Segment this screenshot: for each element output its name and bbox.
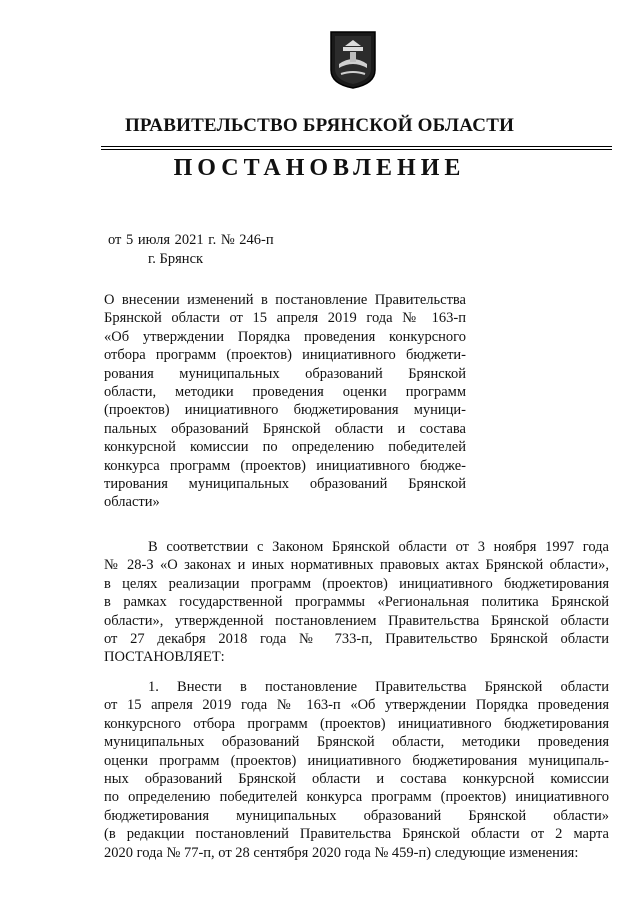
title-line: Брянской области от 15 апреля 2019 года № 163-п	[104, 310, 466, 327]
coat-of-arms-emblem	[329, 30, 377, 90]
heading-rule-bottom	[101, 149, 612, 150]
title-line: (проектов) инициативного бюджетирования муници-	[104, 402, 466, 419]
title-line: тирования муниципальных образований Брянской	[104, 476, 466, 493]
paragraph-line: 1. Внести в постановление Правительства Брянской области	[148, 679, 609, 695]
paragraph-line: 2020 года № 77-п, от 28 сентября 2020 года № 459-п) следующие изменения:	[104, 844, 579, 861]
preamble-paragraph	[104, 538, 609, 667]
paragraph-line: оценки программ (проектов) инициативного бюджетирования муниципаль-	[104, 752, 609, 769]
paragraph-line: конкурсного отбора программ (проектов) инициативного бюджетирования	[104, 715, 609, 732]
title-line: рования муниципальных образований Брянской	[104, 365, 466, 382]
paragraph-line: по определению победителей конкурса программ (проектов) инициативного	[104, 789, 609, 806]
clause-1-paragraph	[104, 678, 609, 862]
paragraph-line: в целях реализации программ (проектов) инициативного бюджетирования	[104, 575, 609, 592]
resolution-title	[104, 291, 466, 512]
paragraph-line: ных образований Брянской области и состава конкурсной комиссии	[104, 771, 609, 788]
title-line: области»	[104, 494, 160, 511]
title-line: области, методики проведения оценки программ	[104, 384, 466, 401]
paragraph-line: муниципальных образований Брянской области, методики проведения	[104, 734, 609, 751]
paragraph-line: от 27 декабря 2018 года № 733-п, Правительство Брянской области	[104, 631, 609, 648]
paragraph-line: № 28-З «О законах и иных нормативных правовых актах Брянской области»,	[104, 557, 609, 574]
paragraph-line: (в редакции постановлений Правительства Брянской области от 2 марта	[104, 826, 609, 843]
document-date-number: от 5 июля 2021 г. № 246-п	[108, 232, 274, 248]
title-line: отбора программ (проектов) инициативного бюджети-	[104, 347, 466, 364]
title-line: «Об утверждении Порядка проведения конкурсного	[104, 328, 466, 345]
paragraph-line: области», утвержденной постановлением Правительства Брянской области	[104, 612, 609, 629]
title-line: конкурса программ (проектов) инициативного бюдже-	[104, 457, 466, 474]
document-type-title: ПОСТАНОВЛЕНИЕ	[173, 155, 466, 181]
document-city: г. Брянск	[148, 251, 204, 267]
heading-rule-top	[101, 146, 612, 147]
organization-heading: ПРАВИТЕЛЬСТВО БРЯНСКОЙ ОБЛАСТИ	[124, 115, 515, 136]
paragraph-line: В соответствии с Законом Брянской области от 3 ноября 1997 года	[148, 539, 609, 555]
title-line: конкурсной комиссии по определению победителей	[104, 439, 466, 456]
title-line: пальных образований Брянской области и состава	[104, 420, 466, 437]
paragraph-line: ПОСТАНОВЛЯЕТ:	[104, 649, 225, 666]
paragraph-line: бюджетирования муниципальных образований Брянской области»	[104, 807, 609, 824]
paragraph-line: в рамках государственной программы «Региональная политика Брянской	[104, 594, 609, 611]
title-line: О внесении изменений в постановление Правительства	[104, 292, 466, 308]
paragraph-line: от 15 апреля 2019 года № 163-п «Об утверждении Порядка проведения	[104, 697, 609, 714]
